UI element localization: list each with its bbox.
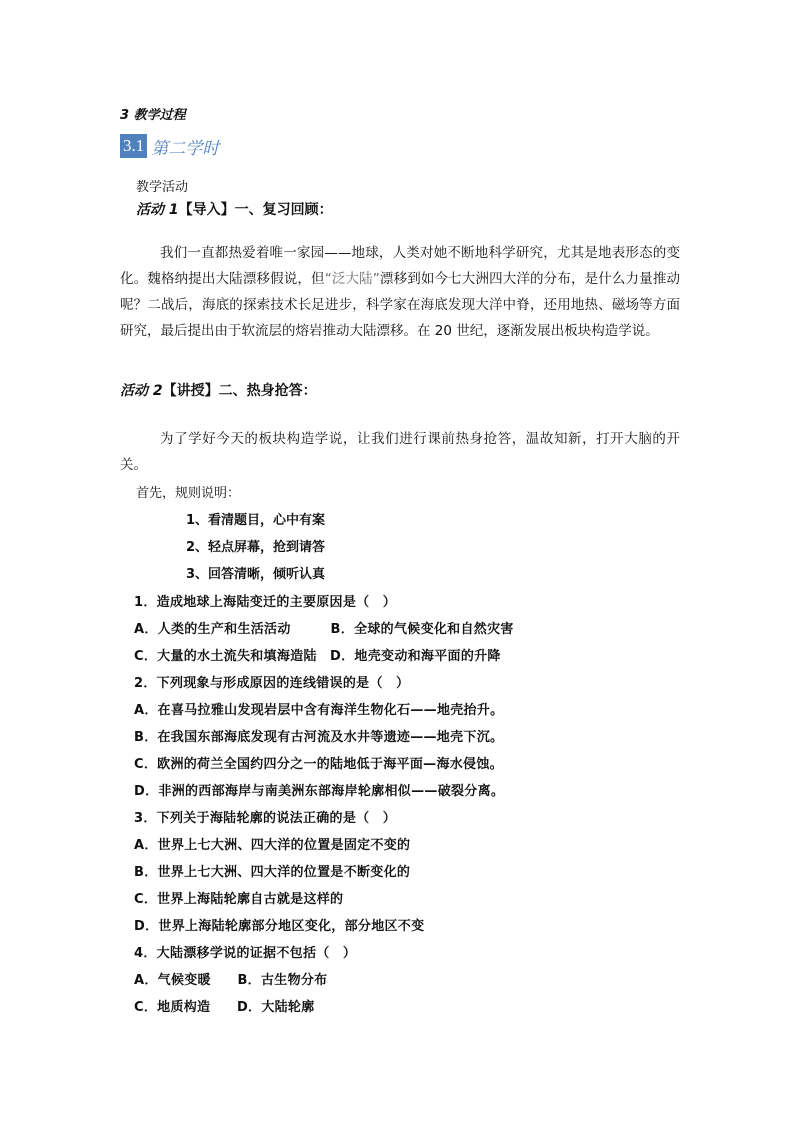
activity1-title: 【导入】一、复习回顾： [178,202,333,218]
section-heading: 3 教学过程 [120,108,186,123]
question-3-option-d: D．世界上海陆轮廓部分地区变化，部分地区不变 [134,919,425,934]
rule-item: 1、看清题目，心中有案 [186,513,326,528]
question-2-option-c: C．欧洲的荷兰全国约四分之一的陆地低于海平面—海水侵蚀。 [134,757,503,772]
activity2-lead: 活动 2 [120,383,163,399]
subheading-number: 3.1 [120,134,147,158]
rule-item: 3、回答清晰，倾听认真 [186,567,326,582]
question-1: 1．造成地球上海陆变迁的主要原因是（ ） [134,595,397,610]
rules-intro: 首先，规则说明： [136,486,241,501]
activity1-paragraph-quote: “泛大陆” [324,271,380,287]
question-4-options-cd: C．地质构造 D．大陆轮廓 [134,1000,315,1015]
activity1-lead: 活动 1 [136,202,179,218]
subheading [120,134,219,158]
question-2-option-b: B．在我国东部海底发现有古河流及水井等遗迹——地壳下沉。 [134,730,504,745]
question-4-options-ab: A．气候变暖 B．古生物分布 [134,973,328,988]
question-2-option-a: A．在喜马拉雅山发现岩层中含有海洋生物化石——地壳抬升。 [134,703,504,718]
question-3-option-c: C．世界上海陆轮廓自古就是这样的 [134,892,344,907]
activity1-heading [136,199,333,219]
activity1-paragraph [120,240,680,344]
question-3: 3．下列关于海陆轮廓的说法正确的是（ ） [134,811,397,826]
question-4: 4．大陆漂移学说的证据不包括（ ） [134,946,357,961]
activity2-paragraph: 为了学好今天的板块构造学说，让我们进行课前热身抢答，温故知新，打开大脑的开关。 [120,431,680,473]
question-1-options-ab: A．人类的生产和生活活动 B．全球的气候变化和自然灾害 [134,622,514,637]
activity1-paragraph-part1: 我们一直都热爱着唯一家园——地球，人类对她不断地科学研究，尤其是地表形态的变化。魏格纳提出大陆漂移假说，但 [120,245,680,287]
teaching-activity-label: 教学活动 [136,180,189,195]
rule-item: 2、轻点屏幕，抢到请答 [186,540,326,555]
question-3-option-a: A．世界上七大洲、四大洋的位置是固定不变的 [134,838,411,853]
question-2: 2．下列现象与形成原因的连线错误的是（ ） [134,676,410,691]
subheading-title: 第二学时 [151,138,220,158]
activity1-paragraph-part2: 漂移到如今七大洲四大洋的分布，是什么力量推动呢？二战后，海底的探索技术长足进步，科学家在海底发现大洋中脊，还用地热、磁场等方面研究，最后提出由于软流层的熔岩推动大陆漂移。在 20 世纪，逐渐发展出板块构造学说。 [120,271,681,339]
activity2-heading [120,380,317,400]
question-2-option-d: D．非洲的西部海岸与南美洲东部海岸轮廓相似——破裂分离。 [134,784,505,799]
activity2-title: 【讲授】二、热身抢答： [162,383,317,399]
question-3-option-b: B．世界上七大洲、四大洋的位置是不断变化的 [134,865,411,880]
question-1-options-cd: C．大量的水土流失和填海造陆 D．地壳变动和海平面的升降 [134,649,501,664]
